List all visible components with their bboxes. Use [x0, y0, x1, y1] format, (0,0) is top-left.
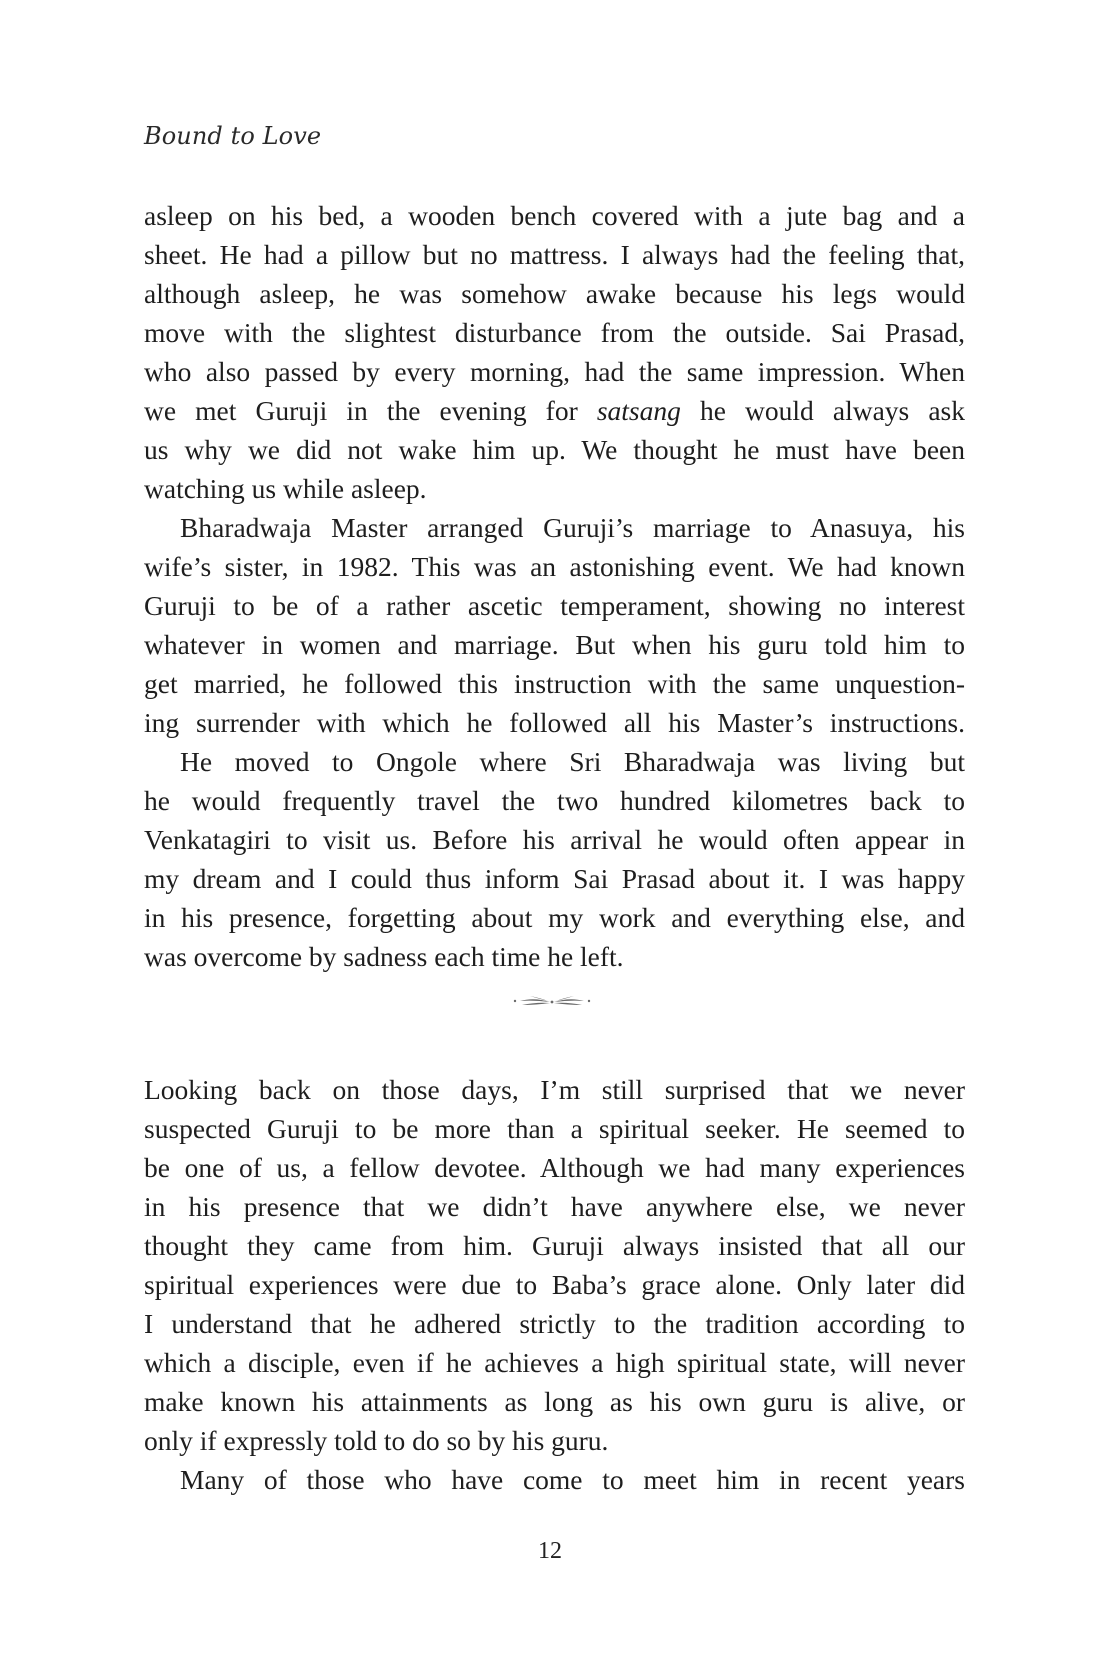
running-head: Bound to Love: [144, 122, 322, 150]
text-line: Guruji to be of a rather ascetic temperament, showing no interest: [144, 590, 965, 621]
text-line: be one of us, a fellow devotee. Although we had many experiences: [144, 1152, 965, 1183]
text-run: we met Guruji in the evening for: [144, 395, 597, 426]
text-line: ing surrender with which he followed all his Master’s instructions.: [144, 707, 965, 738]
text-line: He moved to Ongole where Sri Bharadwaja was living but: [180, 746, 965, 777]
text-line: Many of those who have come to meet him in recent years: [180, 1464, 965, 1495]
text-line: in his presence, forgetting about my work and everything else, and: [144, 902, 965, 933]
text-line: watching us while asleep.: [144, 473, 427, 504]
text-line: in his presence that we didn’t have anywhere else, we never: [144, 1191, 965, 1222]
text-line: [144, 391, 965, 430]
italic-term: satsang: [596, 395, 681, 426]
text-line: was overcome by sadness each time he left.: [144, 941, 624, 972]
text-line: only if expressly told to do so by his guru.: [144, 1425, 609, 1456]
text-line: thought they came from him. Guruji always insisted that all our: [144, 1230, 965, 1261]
section-break-ornament-icon: [512, 993, 592, 1013]
text-line: sheet. He had a pillow but no mattress. I always had the feeling that,: [144, 239, 965, 270]
text-line: suspected Guruji to be more than a spiritual seeker. He seemed to: [144, 1113, 965, 1144]
page-number: 12: [538, 1538, 562, 1564]
text-line: wife’s sister, in 1982. This was an astonishing event. We had known: [144, 551, 965, 582]
text-line: I understand that he adhered strictly to the tradition according to: [144, 1308, 965, 1339]
text-line: which a disciple, even if he achieves a high spiritual state, will never: [144, 1347, 965, 1378]
text-line: whatever in women and marriage. But when his guru told him to: [144, 629, 965, 660]
text-line: move with the slightest disturbance from the outside. Sai Prasad,: [144, 317, 965, 348]
text-line: Venkatagiri to visit us. Before his arrival he would often appear in: [144, 824, 965, 855]
text-line: my dream and I could thus inform Sai Prasad about it. I was happy: [144, 863, 965, 894]
text-run: he would always ask: [680, 395, 965, 426]
text-line: Looking back on those days, I’m still surprised that we never: [144, 1074, 965, 1105]
text-line: get married, he followed this instruction with the same unquestion-: [144, 668, 965, 699]
text-line: asleep on his bed, a wooden bench covered with a jute bag and a: [144, 200, 965, 231]
text-line: spiritual experiences were due to Baba’s grace alone. Only later did: [144, 1269, 965, 1300]
text-line: us why we did not wake him up. We thought he must have been: [144, 434, 965, 465]
text-line: although asleep, he was somehow awake because his legs would: [144, 278, 965, 309]
text-line: who also passed by every morning, had the same impression. When: [144, 356, 965, 387]
text-line: Bharadwaja Master arranged Guruji’s marriage to Anasuya, his: [180, 512, 965, 543]
text-line: make known his attainments as long as his own guru is alive, or: [144, 1386, 965, 1417]
text-line: he would frequently travel the two hundred kilometres back to: [144, 785, 965, 816]
